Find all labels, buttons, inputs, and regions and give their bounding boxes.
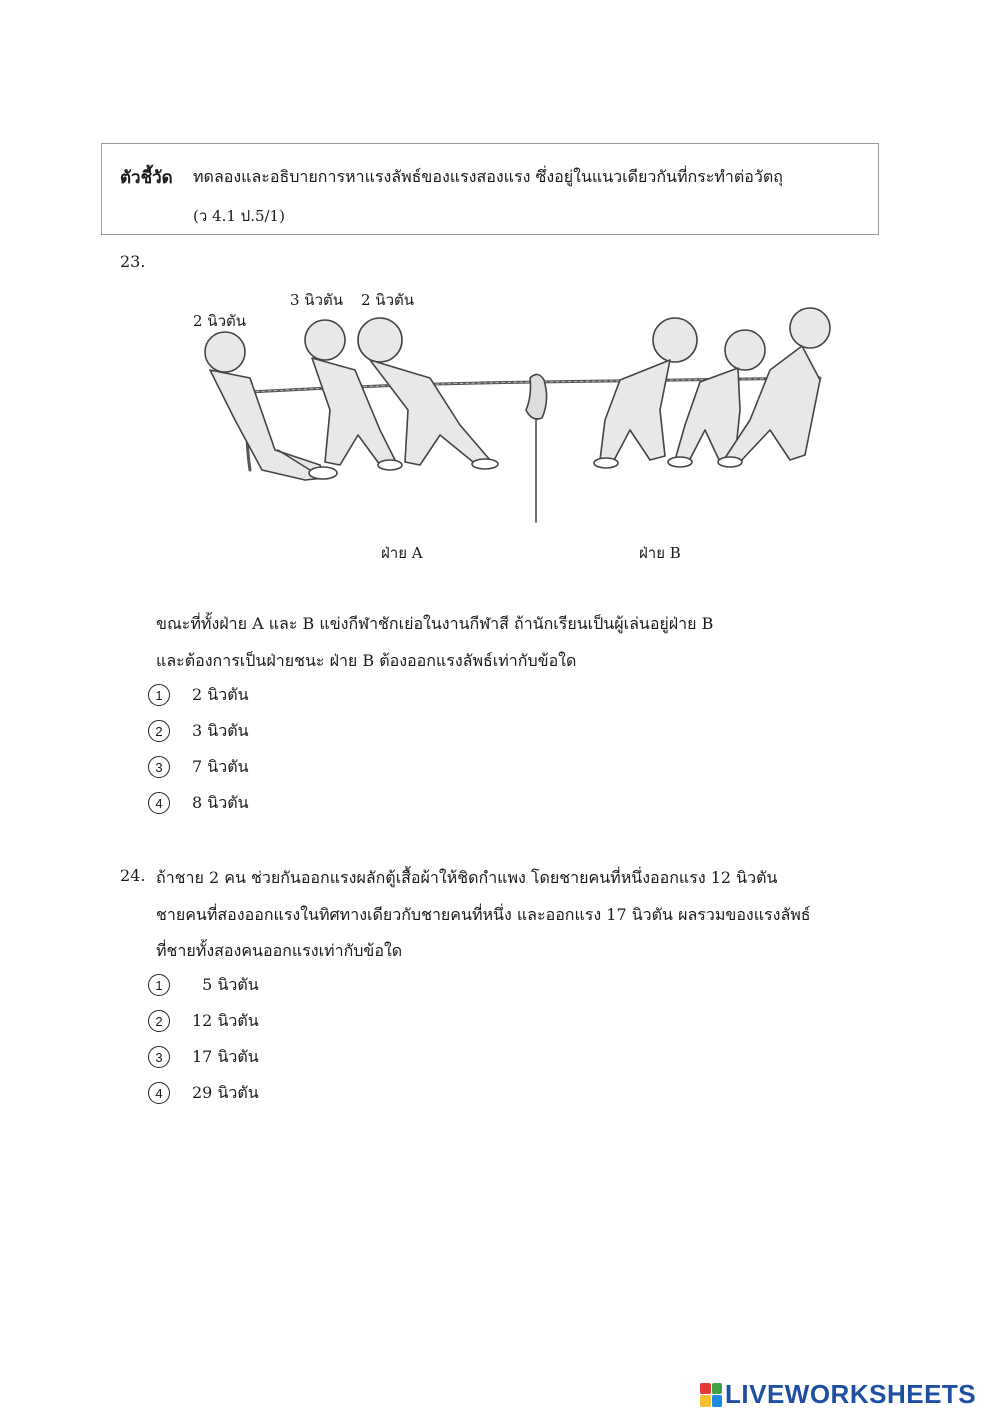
q23-force-mid1-label: 3 นิวตัน xyxy=(290,291,343,309)
tug-of-war-illustration xyxy=(180,300,840,530)
option-text: 2 นิวตัน xyxy=(192,684,249,704)
q23-option-3[interactable] xyxy=(148,755,249,779)
q23-force-mid2-label: 2 นิวตัน xyxy=(361,291,414,309)
q24-option-1[interactable] xyxy=(148,973,259,997)
indicator-code: (ว 4.1 ป.5/1) xyxy=(193,207,285,225)
q23-question-line2: และต้องการเป็นฝ่ายชนะ ฝ่าย B ต้องออกแรงลัพธ์เท่ากับข้อใด xyxy=(156,651,577,670)
option-text: 5 นิวตัน xyxy=(192,974,259,994)
q24-question-line2: ชายคนที่สองออกแรงในทิศทางเดียวกับชายคนที่หนึ่ง และออกแรง 17 นิวตัน ผลรวมของแรงลัพธ์ xyxy=(156,905,811,924)
q23-option-2[interactable] xyxy=(148,719,249,743)
option-number-circle: 2 xyxy=(148,1010,170,1032)
indicator-box xyxy=(101,143,879,235)
liveworksheets-icon xyxy=(700,1383,722,1407)
q23-option-1[interactable] xyxy=(148,683,249,707)
option-number-circle: 1 xyxy=(148,684,170,706)
q24-option-4[interactable] xyxy=(148,1081,259,1105)
option-text: 7 นิวตัน xyxy=(192,756,249,776)
option-number-circle: 1 xyxy=(148,974,170,996)
indicator-label: ตัวชี้วัด xyxy=(120,168,173,188)
q24-option-2[interactable] xyxy=(148,1009,259,1033)
option-text: 29 นิวตัน xyxy=(192,1082,259,1102)
q23-option-4[interactable] xyxy=(148,791,249,815)
liveworksheets-logo[interactable] xyxy=(700,1379,976,1410)
option-number-circle: 3 xyxy=(148,756,170,778)
option-number-circle: 4 xyxy=(148,792,170,814)
option-text: 12 นิวตัน xyxy=(192,1010,259,1030)
q23-force-left-label: 2 นิวตัน xyxy=(193,312,246,330)
team-b-label: ฝ่าย B xyxy=(639,544,681,562)
team-a-label: ฝ่าย A xyxy=(381,544,423,562)
brand-text: LIVEWORKSHEETS xyxy=(725,1379,977,1409)
option-number-circle: 2 xyxy=(148,720,170,742)
q24-number: 24. xyxy=(120,866,146,885)
q24-question-line3: ที่ชายทั้งสองคนออกแรงเท่ากับข้อใด xyxy=(156,941,403,960)
q24-question-line1: ถ้าชาย 2 คน ช่วยกันออกแรงผลักตู้เสื้อผ้าให้ชิดกำแพง โดยชายคนที่หนึ่งออกแรง 12 นิวตัน xyxy=(156,868,778,887)
option-text: 8 นิวตัน xyxy=(192,792,249,812)
option-text: 3 นิวตัน xyxy=(192,720,249,740)
option-text: 17 นิวตัน xyxy=(192,1046,259,1066)
option-number-circle: 4 xyxy=(148,1082,170,1104)
option-number-circle: 3 xyxy=(148,1046,170,1068)
q23-number: 23. xyxy=(120,252,146,271)
q23-question-line1: ขณะที่ทั้งฝ่าย A และ B แข่งกีฬาชักเย่อในงานกีฬาสี ถ้านักเรียนเป็นผู้เล่นอยู่ฝ่าย B xyxy=(156,614,714,633)
q24-option-3[interactable] xyxy=(148,1045,259,1069)
indicator-text: ทดลองและอธิบายการหาแรงลัพธ์ของแรงสองแรง ซึ่งอยู่ในแนวเดียวกันที่กระทำต่อวัตถุ xyxy=(193,167,783,186)
